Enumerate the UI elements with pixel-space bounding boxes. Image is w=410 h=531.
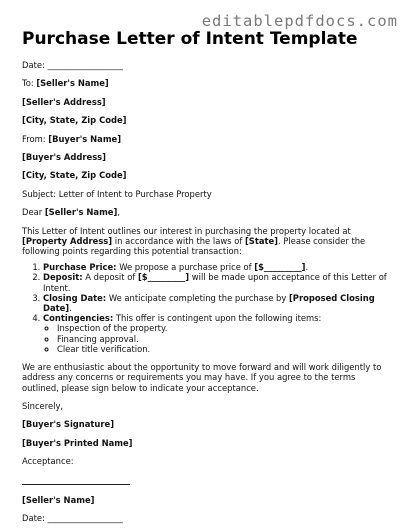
term-text: We propose a purchase price of bbox=[119, 262, 252, 273]
buyer-printed-name-placeholder: [Buyer's Printed Name] bbox=[22, 437, 133, 448]
subject-line: Subject: Letter of Intent to Purchase Property bbox=[22, 188, 212, 199]
term-label: Purchase Price: bbox=[43, 262, 117, 273]
buyer-name-placeholder: [Buyer's Name] bbox=[48, 133, 122, 144]
site-watermark: editablepdfdocs.com bbox=[201, 12, 398, 30]
intro-paragraph bbox=[22, 226, 392, 257]
term-text: A deposit of bbox=[85, 272, 136, 283]
buyer-city-state-zip: [City, State, Zip Code] bbox=[22, 170, 127, 181]
buyer-signature-placeholder: [Buyer's Signature] bbox=[22, 419, 115, 430]
intro-text-2: in accordance with the laws of bbox=[114, 235, 243, 246]
date-line-2: Date: __________________ bbox=[22, 513, 123, 524]
list-item bbox=[43, 313, 392, 354]
seller-name-placeholder: [Seller's Name] bbox=[36, 78, 109, 89]
buyer-address-placeholder: [Buyer's Address] bbox=[22, 151, 106, 162]
list-item bbox=[43, 272, 392, 292]
intro-text-1: This Letter of Intent outlines our interest in purchasing the property located at bbox=[22, 225, 351, 236]
to-line bbox=[22, 78, 392, 88]
term-text: . bbox=[305, 262, 309, 273]
list-item bbox=[43, 262, 392, 272]
contingency-list bbox=[43, 323, 392, 354]
signature-line-wrap bbox=[22, 475, 392, 487]
date-line: Date: __________________ bbox=[22, 60, 123, 70]
from-line bbox=[22, 134, 392, 144]
term-label: Deposit: bbox=[43, 272, 83, 283]
term-label: Closing Date: bbox=[43, 292, 107, 303]
to-label: To: bbox=[22, 78, 34, 89]
list-item: ◦ Inspection of the property. bbox=[57, 323, 392, 333]
seller-city-state-zip: [City, State, Zip Code] bbox=[22, 115, 127, 126]
term-label: Contingencies: bbox=[43, 313, 114, 324]
letter-body bbox=[22, 60, 392, 523]
acceptance-label: Acceptance: bbox=[22, 456, 74, 467]
list-item bbox=[43, 293, 392, 313]
closing-date-placeholder: [Proposed Closing Date] bbox=[43, 292, 375, 313]
list-item: ◦ Clear title verification. bbox=[57, 344, 392, 354]
intro-text-3: . Please consider the following points regarding this potential transaction: bbox=[22, 235, 366, 256]
signature-line bbox=[22, 475, 130, 485]
salutation-name: [Seller's Name] bbox=[44, 207, 118, 218]
deposit-placeholder: [$_________] bbox=[137, 272, 190, 283]
from-label: From: bbox=[22, 133, 46, 144]
salutation-suffix: , bbox=[117, 207, 120, 218]
price-placeholder: [$_________] bbox=[254, 262, 306, 273]
property-address-placeholder: [Property Address] bbox=[22, 235, 113, 246]
seller-name-signature: [Seller's Name] bbox=[22, 494, 95, 505]
salutation bbox=[22, 207, 392, 217]
term-text: will be made upon acceptance of this Letter of Intent. bbox=[43, 272, 387, 293]
sincerely: Sincerely, bbox=[22, 400, 64, 411]
term-text: This offer is contingent upon the following items: bbox=[115, 313, 322, 324]
seller-address-placeholder: [Seller's Address] bbox=[22, 96, 106, 107]
state-placeholder: [State] bbox=[244, 235, 278, 246]
list-item: ◦ Financing approval. bbox=[57, 334, 392, 344]
salutation-prefix: Dear bbox=[22, 207, 43, 218]
closing-paragraph: We are enthusiastic about the opportunity to move forward and will work diligently to address any concerns or requirements you may have. If you agree to the terms outlined, please sign below to indicate your acceptance. bbox=[22, 362, 382, 393]
term-text: . bbox=[69, 302, 72, 313]
terms-list bbox=[22, 262, 392, 354]
page-title: Purchase Letter of Intent Template bbox=[22, 29, 358, 49]
term-text: We anticipate completing the purchase by bbox=[108, 292, 287, 303]
